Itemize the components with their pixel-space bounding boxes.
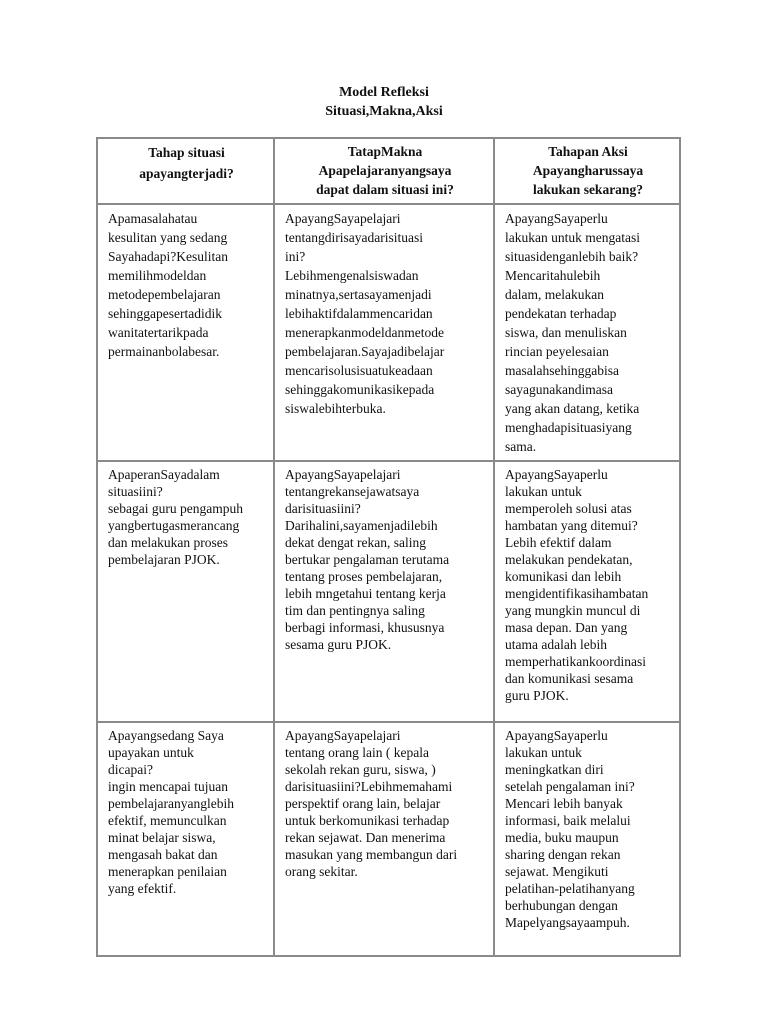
- cell-line: ApaperanSayadalam: [108, 467, 220, 482]
- cell-line: darisituasiini?Lebihmemahami: [285, 779, 453, 794]
- cell-text: [285, 727, 485, 880]
- cell-line: lakukan untuk: [505, 484, 582, 499]
- cell-line: sharing dengan rekan: [505, 847, 621, 862]
- cell-text: [505, 727, 671, 931]
- cell-line: lebihaktifdalammencaridan: [285, 306, 433, 321]
- cell-line: pembelajaranyanglebih: [108, 796, 234, 811]
- cell-line: dekat dengat rekan, saling: [285, 535, 426, 550]
- cell-line: berhubungan dengan: [505, 898, 618, 913]
- cell-line: Mencari lebih banyak: [505, 796, 623, 811]
- cell-line: lakukan untuk: [505, 745, 582, 760]
- table-row: [97, 722, 680, 956]
- cell-line: minatnya,sertasayamenjadi: [285, 287, 432, 302]
- cell-r1-situasi: [97, 204, 274, 461]
- cell-line: orang sekitar.: [285, 864, 358, 879]
- cell-line: situasiini?: [108, 484, 163, 499]
- cell-line: sesama guru PJOK.: [285, 637, 392, 652]
- cell-line: masalahsehinggabisa: [505, 363, 619, 378]
- cell-line: tentangrekansejawatsaya: [285, 484, 420, 499]
- cell-line: perspektif orang lain, belajar: [285, 796, 441, 811]
- cell-line: informasi, baik melalui: [505, 813, 631, 828]
- cell-text: [108, 209, 265, 361]
- cell-r2-makna: [274, 461, 494, 722]
- table-row: [97, 204, 680, 461]
- cell-line: tim dan pentingnya saling: [285, 603, 425, 618]
- cell-r1-aksi: [494, 204, 680, 461]
- cell-line: Lebihmengenalsiswadan: [285, 268, 419, 283]
- cell-r1-makna: [274, 204, 494, 461]
- cell-line: permainanbolabesar.: [108, 344, 220, 359]
- cell-line: sehinggakomunikasikepada: [285, 382, 435, 397]
- cell-line: untuk berkomunikasi terhadap: [285, 813, 450, 828]
- cell-text: [505, 466, 671, 704]
- cell-line: ApayangSayaperlu: [505, 211, 608, 226]
- cell-line: mengasah bakat dan: [108, 847, 218, 862]
- cell-r3-situasi: [97, 722, 274, 956]
- cell-line: pembelajaran PJOK.: [108, 552, 220, 567]
- cell-line: ApayangSayapelajari: [285, 467, 401, 482]
- cell-line: tentang proses pembelajaran,: [285, 569, 443, 584]
- cell-line: pembelajaran.Sayajadibelajar: [285, 344, 445, 359]
- cell-r3-makna: [274, 722, 494, 956]
- cell-line: Lebih efektif dalam: [505, 535, 612, 550]
- cell-line: ApayangSayapelajari: [285, 728, 401, 743]
- cell-line: Darihalini,sayamenjadilebih: [285, 518, 438, 533]
- cell-line: masa depan. Dan yang: [505, 620, 628, 635]
- cell-line: dalam, melakukan: [505, 287, 604, 302]
- cell-r2-situasi: [97, 461, 274, 722]
- header-situasi-text: Tahap situasi apayangterjadi?: [139, 145, 234, 181]
- title-line-1: Model Refleksi: [339, 85, 429, 100]
- cell-line: ApayangSayaperlu: [505, 467, 608, 482]
- cell-text: [108, 466, 265, 568]
- cell-line: meningkatkan diri: [505, 762, 604, 777]
- cell-line: ApayangSayaperlu: [505, 728, 608, 743]
- cell-line: lebih mngetahui tentang kerja: [285, 586, 446, 601]
- cell-line: situasidenganlebih baik?: [505, 249, 639, 264]
- cell-line: efektif, memunculkan: [108, 813, 227, 828]
- header-cell-aksi: [494, 138, 680, 204]
- cell-line: sehinggapesertadidik: [108, 306, 222, 321]
- cell-line: memilihmodeldan: [108, 268, 207, 283]
- cell-line: berbagi informasi, khususnya: [285, 620, 445, 635]
- cell-text: [285, 466, 485, 653]
- cell-line: siswa, dan menuliskan: [505, 325, 627, 340]
- cell-line: yang mungkin muncul di: [505, 603, 641, 618]
- cell-line: media, buku maupun: [505, 830, 619, 845]
- cell-line: ini?: [285, 249, 306, 264]
- cell-line: sebagai guru pengampuh: [108, 501, 243, 516]
- cell-line: kesulitan yang sedang: [108, 230, 228, 245]
- cell-line: ApayangSayapelajari: [285, 211, 401, 226]
- cell-line: Apamasalahatau: [108, 211, 198, 226]
- cell-line: rekan sejawat. Dan menerima: [285, 830, 446, 845]
- cell-line: memperoleh solusi atas: [505, 501, 632, 516]
- cell-r2-aksi: [494, 461, 680, 722]
- cell-line: utama adalah lebih: [505, 637, 607, 652]
- reflection-table: [96, 137, 681, 957]
- cell-line: sekolah rekan guru, siswa, ): [285, 762, 436, 777]
- cell-line: Apayangsedang Saya: [108, 728, 224, 743]
- cell-line: memperhatikankoordinasi: [505, 654, 646, 669]
- cell-line: masukan yang membangun dari: [285, 847, 458, 862]
- cell-line: menerapkan penilaian: [108, 864, 227, 879]
- cell-line: darisituasiini?: [285, 501, 361, 516]
- cell-line: sama.: [505, 439, 537, 454]
- cell-line: tentangdirisayadarisituasi: [285, 230, 423, 245]
- cell-line: pelatihan-pelatihanyang: [505, 881, 635, 896]
- cell-line: bertukar pengalaman terutama: [285, 552, 450, 567]
- header-row: [97, 138, 680, 204]
- cell-r3-aksi: [494, 722, 680, 956]
- cell-line: lakukan untuk mengatasi: [505, 230, 640, 245]
- cell-text: [285, 209, 485, 418]
- header-cell-situasi: [97, 138, 274, 204]
- cell-line: metodepembelajaran: [108, 287, 221, 302]
- cell-line: yangbertugasmerancang: [108, 518, 240, 533]
- cell-text: [108, 727, 265, 897]
- cell-line: komunikasi dan lebih: [505, 569, 622, 584]
- cell-line: ingin mencapai tujuan: [108, 779, 228, 794]
- cell-line: mengidentifikasihambatan: [505, 586, 649, 601]
- cell-line: setelah pengalaman ini?: [505, 779, 635, 794]
- cell-line: mencarisolusisuatukeadaan: [285, 363, 433, 378]
- cell-line: guru PJOK.: [505, 688, 569, 703]
- cell-line: dan melakukan proses: [108, 535, 228, 550]
- cell-line: rincian peyelesaian: [505, 344, 609, 359]
- cell-line: hambatan yang ditemui?: [505, 518, 638, 533]
- cell-line: dicapai?: [108, 762, 153, 777]
- cell-line: Sayahadapi?Kesulitan: [108, 249, 228, 264]
- cell-line: pendekatan terhadap: [505, 306, 617, 321]
- cell-line: Mencaritahulebih: [505, 268, 601, 283]
- cell-line: yang efektif.: [108, 881, 177, 896]
- document-title: [0, 83, 768, 121]
- header-makna-text: TatapMakna Apapelajaranyangsaya dapat dalam situasi ini?: [316, 144, 454, 197]
- cell-line: Mapelyangsayaampuh.: [505, 915, 630, 930]
- cell-line: sayagunakandimasa: [505, 382, 613, 397]
- cell-text: [505, 209, 671, 456]
- cell-line: dan komunikasi sesama: [505, 671, 634, 686]
- title-line-2: Situasi,Makna,Aksi: [325, 104, 443, 119]
- cell-line: upayakan untuk: [108, 745, 194, 760]
- table-row: [97, 461, 680, 722]
- header-aksi-text: Tahapan Aksi Apayangharussaya lakukan sekarang?: [532, 144, 644, 197]
- cell-line: tentang orang lain ( kepala: [285, 745, 429, 760]
- cell-line: siswalebihterbuka.: [285, 401, 386, 416]
- cell-line: wanitatertarikpada: [108, 325, 209, 340]
- cell-line: sejawat. Mengikuti: [505, 864, 609, 879]
- cell-line: melakukan pendekatan,: [505, 552, 633, 567]
- cell-line: minat belajar siswa,: [108, 830, 216, 845]
- cell-line: menghadapisituasiyang: [505, 420, 632, 435]
- header-cell-makna: [274, 138, 494, 204]
- cell-line: menerapkanmodeldanmetode: [285, 325, 444, 340]
- cell-line: yang akan datang, ketika: [505, 401, 640, 416]
